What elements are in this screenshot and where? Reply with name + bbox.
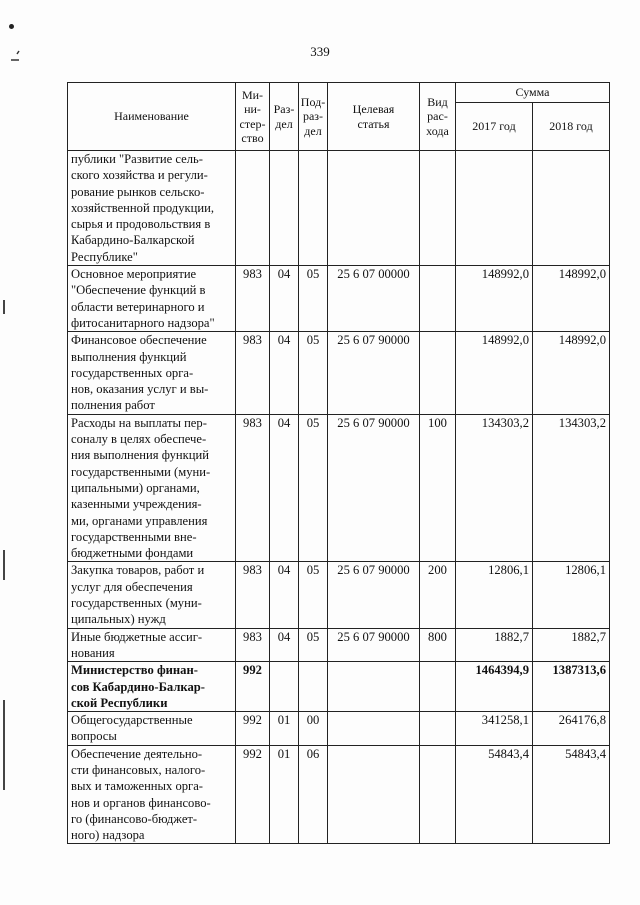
cell-expense-type: 800 (420, 628, 456, 662)
cell-name: Закупка товаров, работ и услуг для обеспечения государственных (муни- ципальных) нужд (68, 562, 236, 628)
cell-sum-2018: 1882,7 (533, 628, 610, 662)
cell-sum-2018: 1387313,6 (533, 662, 610, 712)
cell-section: 04 (270, 332, 299, 414)
cell-sum-2017: 134303,2 (456, 414, 533, 562)
cell-section (270, 151, 299, 266)
cell-subsection: 05 (299, 266, 328, 332)
cell-section (270, 662, 299, 712)
cell-sum-2017: 1464394,9 (456, 662, 533, 712)
cell-sum-2018 (533, 151, 610, 266)
cell-section: 04 (270, 562, 299, 628)
cell-subsection: 05 (299, 332, 328, 414)
cell-expense-type (420, 332, 456, 414)
cell-sum-2017 (456, 151, 533, 266)
cell-section: 04 (270, 628, 299, 662)
cell-target-article: 25 6 07 90000 (328, 628, 420, 662)
cell-sum-2018: 264176,8 (533, 712, 610, 746)
cell-ministry: 983 (236, 628, 270, 662)
cell-name: Иные бюджетные ассиг- нования (68, 628, 236, 662)
table-row (68, 712, 610, 746)
table-row (68, 562, 610, 628)
cell-sum-2017: 12806,1 (456, 562, 533, 628)
cell-section: 01 (270, 745, 299, 844)
header-ministry: Ми- ни- стер- ство (236, 83, 270, 151)
scan-edge-marks (3, 300, 6, 800)
cell-target-article: 25 6 07 90000 (328, 414, 420, 562)
header-sum: Сумма (456, 83, 610, 103)
cell-target-article (328, 712, 420, 746)
cell-expense-type: 200 (420, 562, 456, 628)
cell-sum-2017: 148992,0 (456, 332, 533, 414)
cell-expense-type (420, 151, 456, 266)
cell-subsection: 06 (299, 745, 328, 844)
cell-expense-type (420, 266, 456, 332)
header-target-article: Целевая статья (328, 83, 420, 151)
cell-target-article: 25 6 07 00000 (328, 266, 420, 332)
cell-name: Расходы на выплаты пер- соналу в целях обеспече- ния выполнения функций государственными (муни- ципальными) органами, казенными учреждения- ми, органами управления государственными вне- бюджетными фондами (68, 414, 236, 562)
header-section: Раз- дел (270, 83, 299, 151)
cell-ministry: 992 (236, 712, 270, 746)
cell-name: Обеспечение деятельно- сти финансовых, налого- вых и таможенных орга- нов и органов финансово- го (финансово-бюджет- ного) надзора (68, 745, 236, 844)
cell-name: публики "Развитие сель- ского хозяйства и регули- рование рынков сельско- хозяйственной продукции, сырья и продовольствия в Кабардино-Балкарской Республике" (68, 151, 236, 266)
cell-sum-2017: 148992,0 (456, 266, 533, 332)
cell-name: Финансовое обеспечение выполнения функций государственных орга- нов, оказания услуг и вы- полнения работ (68, 332, 236, 414)
header-expense-type: Вид рас- хода (420, 83, 456, 151)
header-year-2017: 2017 год (456, 103, 533, 151)
cell-subsection: 05 (299, 414, 328, 562)
cell-name: Общегосударственные вопросы (68, 712, 236, 746)
cell-ministry: 983 (236, 562, 270, 628)
cell-target-article: 25 6 07 90000 (328, 332, 420, 414)
cell-target-article (328, 662, 420, 712)
table-row (68, 662, 610, 712)
table-row (68, 332, 610, 414)
cell-name: Основное мероприятие "Обеспечение функций в области ветеринарного и фитосанитарного надзора" (68, 266, 236, 332)
cell-name: Министерство финан- сов Кабардино-Балкар- ской Республики (68, 662, 236, 712)
cell-ministry: 983 (236, 414, 270, 562)
header-subsection: Под- раз- дел (299, 83, 328, 151)
cell-subsection (299, 662, 328, 712)
scan-dot-mark (9, 24, 14, 29)
cell-ministry: 983 (236, 266, 270, 332)
cell-sum-2018: 134303,2 (533, 414, 610, 562)
page-number: 339 (310, 44, 330, 59)
cell-expense-type (420, 745, 456, 844)
cell-target-article: 25 6 07 90000 (328, 562, 420, 628)
cell-subsection: 00 (299, 712, 328, 746)
cell-section: 04 (270, 414, 299, 562)
cell-sum-2018: 12806,1 (533, 562, 610, 628)
cell-expense-type: 100 (420, 414, 456, 562)
cell-sum-2018: 54843,4 (533, 745, 610, 844)
table-row (68, 266, 610, 332)
cell-subsection: 05 (299, 628, 328, 662)
header-name: Наименование (68, 83, 236, 151)
cell-target-article (328, 745, 420, 844)
budget-table (67, 82, 610, 844)
table-row (68, 151, 610, 266)
cell-sum-2017: 54843,4 (456, 745, 533, 844)
cell-ministry (236, 151, 270, 266)
table-row (68, 628, 610, 662)
cell-ministry: 992 (236, 662, 270, 712)
cell-sum-2017: 1882,7 (456, 628, 533, 662)
cell-subsection (299, 151, 328, 266)
cell-expense-type (420, 712, 456, 746)
cell-subsection: 05 (299, 562, 328, 628)
cell-target-article (328, 151, 420, 266)
table-row (68, 745, 610, 844)
cell-section: 04 (270, 266, 299, 332)
cell-section: 01 (270, 712, 299, 746)
cell-sum-2017: 341258,1 (456, 712, 533, 746)
cell-ministry: 992 (236, 745, 270, 844)
table-row (68, 414, 610, 562)
cell-ministry: 983 (236, 332, 270, 414)
cell-sum-2018: 148992,0 (533, 332, 610, 414)
header-year-2018: 2018 год (533, 103, 610, 151)
cell-expense-type (420, 662, 456, 712)
cell-sum-2018: 148992,0 (533, 266, 610, 332)
